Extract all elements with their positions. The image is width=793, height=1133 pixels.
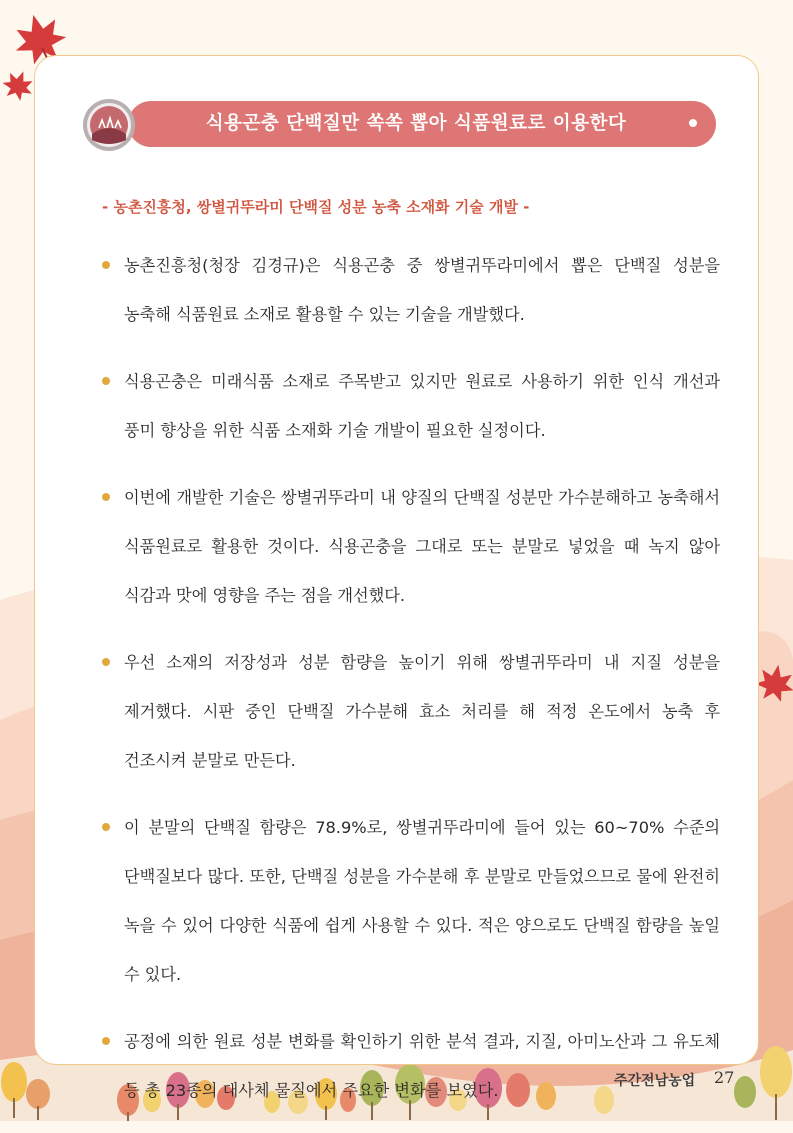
bullet-dot [102, 377, 110, 385]
paragraph-text: 이번에 개발한 기술은 쌍별귀뚜라미 내 양질의 단백질 성분만 가수분해하고 농축해서 식품원료로 활용한 것이다. 식용곤충을 그대로 또는 분말로 넣었을 때 녹지 않아 식감과 맛에 영향을 주는 점을 개선했다. [124, 488, 720, 605]
title-banner [80, 98, 716, 152]
paragraph-text: 이 분말의 단백질 함량은 78.9%로, 쌍별귀뚜라미에 들어 있는 60~70% 수준의 단백질보다 많다. 또한, 단백질 성분을 가수분해 후 분말로 만들었으므로 물에 완전히 녹을 수 있어 다양한 식품에 쉽게 사용할 수 있다. 적은 양으로도 단백질 함량을 높일 수 있다. [124, 818, 720, 984]
article-subtitle: - 농촌진흥청, 쌍별귀뚜라미 단백질 성분 농축 소재화 기술 개발 - [102, 198, 530, 216]
bullet-dot [102, 493, 110, 501]
bullet-dot [102, 261, 110, 269]
paragraph-text: 농촌진흥청(청장 김경규)은 식용곤충 중 쌍별귀뚜라미에서 뽑은 단백질 성분을 농축해 식품원료 소재로 활용할 수 있는 기술을 개발했다. [124, 256, 720, 324]
paragraph [100, 1017, 720, 1115]
bullet-dot [102, 658, 110, 666]
title-emblem-icon [82, 98, 136, 152]
bullet-dot [102, 823, 110, 831]
paragraph [100, 638, 720, 785]
page-title: 식용곤충 단백질만 쏙쏙 뽑아 식품원료로 이용한다 [205, 113, 627, 134]
paragraph-text: 공정에 의한 원료 성분 변화를 확인하기 위한 분석 결과, 지질, 아미노산과 그 유도체 등 총 23종의 대사체 물질에서 주요한 변화를 보였다. [124, 1032, 720, 1100]
publication-name: 주간전남농업 [614, 1073, 696, 1089]
bullet-dot [102, 1037, 110, 1045]
article-body [100, 241, 720, 1133]
paragraph [100, 803, 720, 999]
paragraph [100, 357, 720, 455]
paragraph [100, 473, 720, 620]
paragraph-text: 우선 소재의 저장성과 성분 함량을 높이기 위해 쌍별귀뚜라미 내 지질 성분을 제거했다. 시판 중인 단백질 가수분해 효소 처리를 해 적정 온도에서 농축 후 건조시켜 분말로 만든다. [124, 653, 720, 770]
page-number: 27 [714, 1068, 735, 1087]
title-dot [689, 119, 697, 127]
maple-leaf-icon [0, 66, 38, 104]
paragraph-text: 식용곤충은 미래식품 소재로 주목받고 있지만 원료로 사용하기 위한 인식 개선과 풍미 향상을 위한 식품 소재화 기술 개발이 필요한 실정이다. [124, 372, 720, 440]
paragraph [100, 241, 720, 339]
